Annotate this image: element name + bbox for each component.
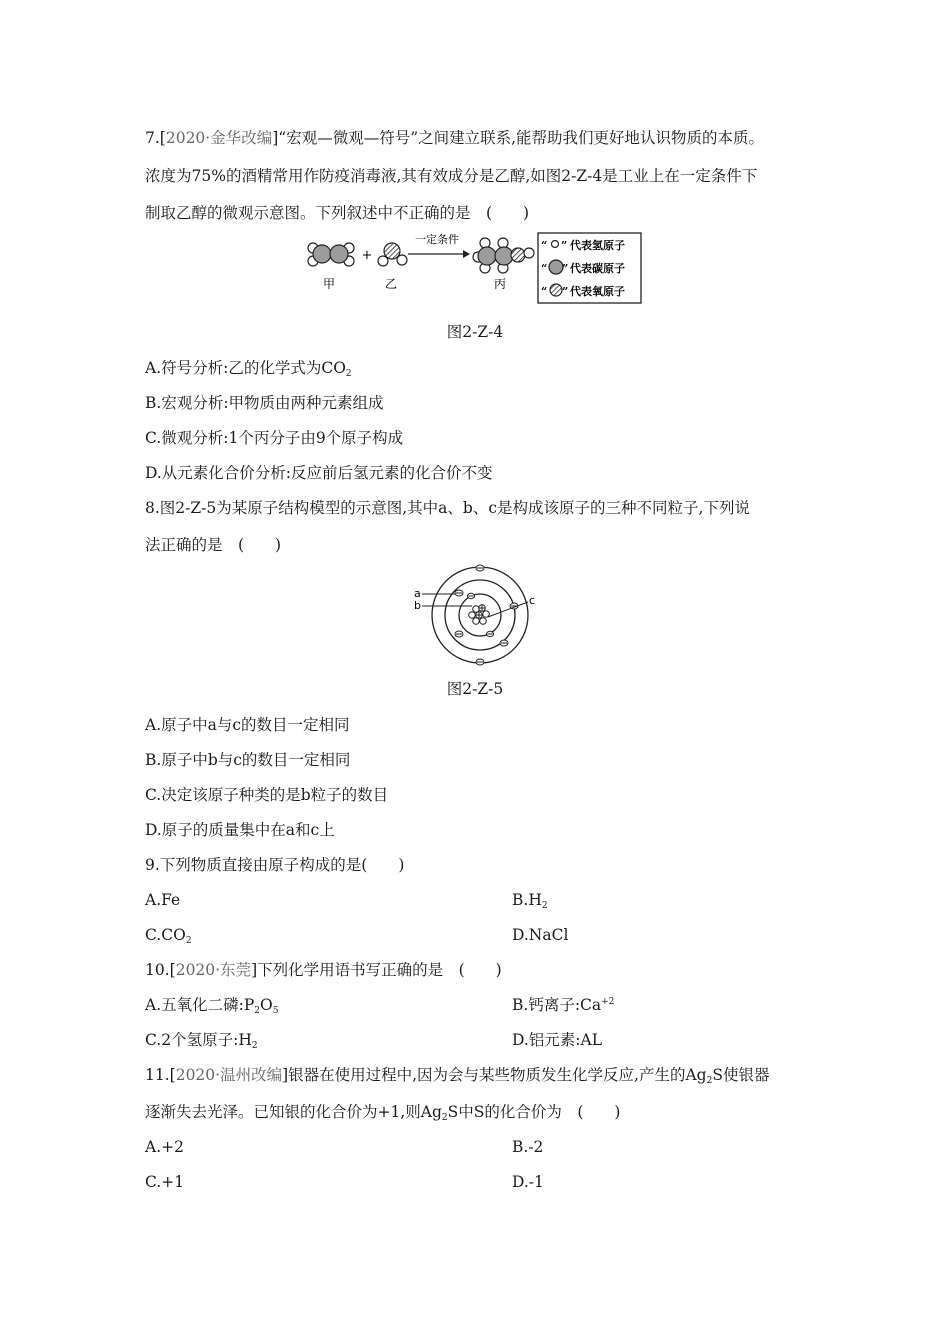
legend-carbon: 代表碳原子 (570, 262, 625, 275)
label-yi: 乙 (384, 277, 398, 291)
carbon-atom-icon (549, 260, 563, 274)
q11-option-b: B.-2 (512, 1138, 544, 1156)
legend-box (538, 233, 641, 303)
molecule-bing (473, 238, 534, 273)
molecule-yi (378, 243, 407, 266)
q10-option-b: B.钙离子$:Ca^{+2}$ (512, 996, 615, 1014)
q8-option-d: D.原子的质量集中在a和c上 (145, 821, 335, 839)
q10-option-c: C.2个氢原子$:H_2$ (145, 1031, 258, 1051)
q7-source: 2020·金华改编 (165, 129, 273, 147)
legend-oxygen: 代表氧原子 (570, 285, 625, 298)
q7-stem-line2: 浓度为75%的酒精常用作防疫消毒液,其有效成分是乙醇,如图2-Z-4是工业上在一定条件下 (145, 167, 758, 185)
figure-2-z-4 (300, 232, 650, 308)
q7-option-a: A.符号分析:乙的化学式为$CO_2$ (145, 359, 352, 379)
q7-option-d: D.从元素化合价分析:反应前后氢元素的化合价不变 (145, 464, 493, 482)
q8-option-a: A.原子中a与c的数目一定相同 (145, 716, 350, 734)
q11-source: 2020·温州改编 (175, 1066, 283, 1084)
q9-option-c: $C.CO_2$ (145, 926, 192, 946)
label-c: c (529, 594, 536, 607)
svg-text:”: ” (562, 262, 569, 275)
reaction-condition: 一定条件 (415, 233, 459, 246)
q7-option-b: B.宏观分析:甲物质由两种元素组成 (145, 394, 384, 412)
q10-stem: 10.[2020·东莞]下列化学用语书写正确的是 ( ) (145, 961, 502, 979)
q11-option-d: D.-1 (512, 1173, 544, 1191)
atom-model (422, 565, 528, 665)
q7-number: 7.[ (145, 129, 166, 147)
label-b: b (414, 599, 421, 612)
arrow-head (463, 250, 470, 258)
q10-option-a: A.五氧化二磷$:P_2O_5$ (145, 996, 279, 1016)
q10-source: 2020·东莞 (175, 961, 252, 979)
pointer-c (488, 602, 528, 617)
q9-option-d: D.NaCl (512, 926, 569, 944)
q7-stem-line3: 制取乙醇的微观示意图。下列叙述中不正确的是 ( ) (145, 204, 530, 222)
q7-stem1: ]“宏观—微观—符号”之间建立联系,能帮助我们更好地认识物质的本质。 (272, 129, 765, 147)
oxygen-atom-icon (550, 284, 562, 296)
q9-stem: 9.下列物质直接由原子构成的是( ) (145, 856, 405, 874)
q8-stem-line2: 法正确的是 ( ) (145, 536, 282, 554)
q7-stem-line1 (145, 128, 764, 148)
q9-option-b: $B.H_2$ (512, 891, 548, 911)
q8-option-c: C.决定该原子种类的是b粒子的数目 (145, 786, 389, 804)
q8-stem-line1: 8.图2-Z-5为某原子结构模型的示意图,其中a、b、c是构成该原子的三种不同粒子,下列说 (145, 499, 750, 517)
caption-2-z-5: 图2-Z-5 (446, 680, 504, 698)
label-bing: 丙 (493, 277, 507, 291)
figure-2-z-5 (410, 562, 545, 667)
q11-option-c: C.+1 (145, 1173, 185, 1191)
plus-sign: + (361, 248, 373, 263)
q11-option-a: A.+2 (145, 1138, 184, 1156)
q11-stem-line2: 逐渐失去光泽。已知银的化合价为+1,则$Ag_2S$中S的化合价为 ( ) (145, 1103, 621, 1123)
svg-text:”: ” (561, 239, 568, 252)
hydrogen-atom-icon (552, 241, 559, 248)
svg-text:“: “ (541, 239, 548, 252)
label-jia: 甲 (322, 277, 336, 291)
q8-option-b: B.原子中b与c的数目一定相同 (145, 751, 351, 769)
q11-stem-line1: 11.[2020·温州改编]银器在使用过程中,因为会与某些物质发生化学反应,产生的$Ag_2S$使银器 (145, 1066, 770, 1086)
caption-2-z-4: 图2-Z-4 (446, 323, 504, 341)
legend-hydrogen: 代表氢原子 (570, 239, 625, 252)
svg-text:“: “ (541, 285, 548, 298)
molecule-jia (308, 243, 354, 266)
q9-option-a: A.Fe (145, 891, 181, 909)
label-a: a (414, 587, 421, 600)
q10-option-d: D.铝元素:AL (512, 1031, 603, 1049)
nucleus (469, 605, 490, 625)
svg-text:”: ” (562, 285, 569, 298)
svg-text:“: “ (541, 262, 548, 275)
q7-option-c: C.微观分析:1个丙分子由9个原子构成 (145, 429, 404, 447)
